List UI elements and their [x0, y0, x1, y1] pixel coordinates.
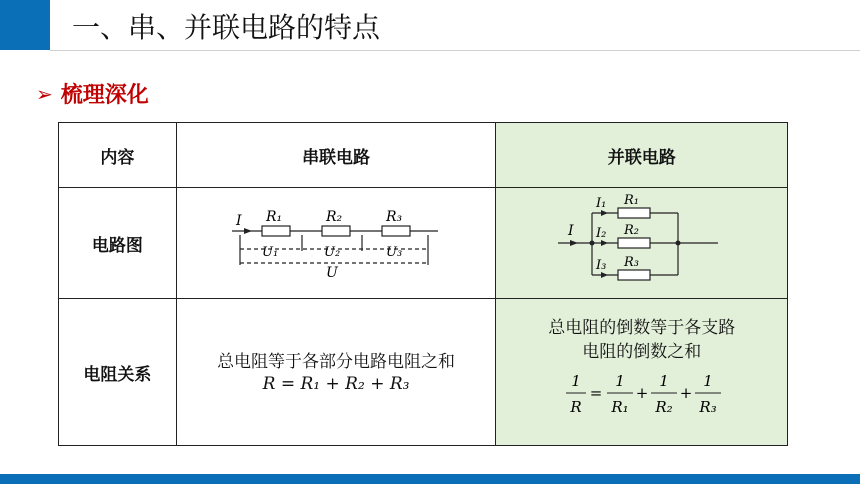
formula-equals: =	[589, 384, 602, 402]
parallel-diagram-cell	[496, 188, 788, 299]
table-header-row	[59, 123, 788, 188]
formula-plus-1: +	[635, 384, 648, 402]
series-u-label: U	[326, 265, 338, 281]
bottom-accent-bar	[0, 474, 860, 484]
formula-den-r2: R₂	[655, 398, 673, 416]
table-row-diagram	[59, 188, 788, 299]
title-divider	[50, 50, 860, 51]
section-heading	[36, 78, 149, 109]
parallel-current-label: I	[567, 223, 574, 239]
parallel-r3-label: R₃	[623, 255, 639, 270]
series-resistance-formula: R = R₁ + R₂ + R₃	[262, 374, 410, 394]
formula-den-r1: R₁	[611, 398, 629, 416]
arrow-bullet-icon: ➢	[36, 81, 53, 106]
parallel-r2-label: R₂	[623, 223, 639, 238]
header-parallel: 并联电路	[496, 123, 788, 188]
series-u2-label: U₂	[324, 245, 341, 260]
row-label-diagram: 电路图	[59, 188, 177, 299]
parallel-resistance-text-2: 电阻的倒数之和	[582, 342, 702, 362]
series-r2-label: R₂	[326, 209, 343, 225]
parallel-i2-label: I₂	[595, 226, 607, 241]
formula-den-r3: R₃	[699, 398, 717, 416]
series-current-label: I	[236, 213, 242, 229]
formula-den-r: R	[570, 398, 582, 416]
formula-num-0: 1	[570, 372, 581, 390]
header-series: 串联电路	[176, 123, 496, 188]
series-circuit-diagram	[226, 201, 446, 281]
parallel-i3-label: I₃	[595, 258, 607, 273]
row-label-resistance: 电阻关系	[59, 299, 177, 446]
series-resistance-text: 总电阻等于各部分电路电阻之和	[217, 352, 456, 372]
page-title: 一、串、并联电路的特点	[72, 11, 381, 44]
section-label: 梳理深化	[60, 83, 149, 108]
parallel-resistance-text-1: 总电阻的倒数等于各支路	[548, 318, 736, 338]
table-row-resistance	[59, 299, 788, 446]
series-diagram-cell	[176, 188, 496, 299]
parallel-resistance-cell	[496, 299, 788, 446]
comparison-table	[58, 122, 788, 446]
parallel-i1-label: I₁	[595, 196, 607, 211]
series-u3-label: U₃	[386, 245, 403, 260]
formula-num-2: 1	[658, 372, 669, 390]
series-resistance-cell	[176, 299, 496, 446]
formula-num-3: 1	[702, 372, 713, 390]
parallel-resistance-formula	[562, 364, 722, 424]
formula-num-1: 1	[614, 372, 625, 390]
parallel-circuit-diagram	[552, 191, 732, 291]
header-content: 内容	[59, 123, 177, 188]
series-u1-label: U₁	[262, 245, 279, 260]
series-r3-label: R₃	[386, 209, 403, 225]
title-accent-bar	[0, 0, 50, 50]
formula-plus-2: +	[679, 384, 692, 402]
series-r1-label: R₁	[266, 209, 283, 225]
parallel-r1-label: R₁	[623, 193, 639, 208]
